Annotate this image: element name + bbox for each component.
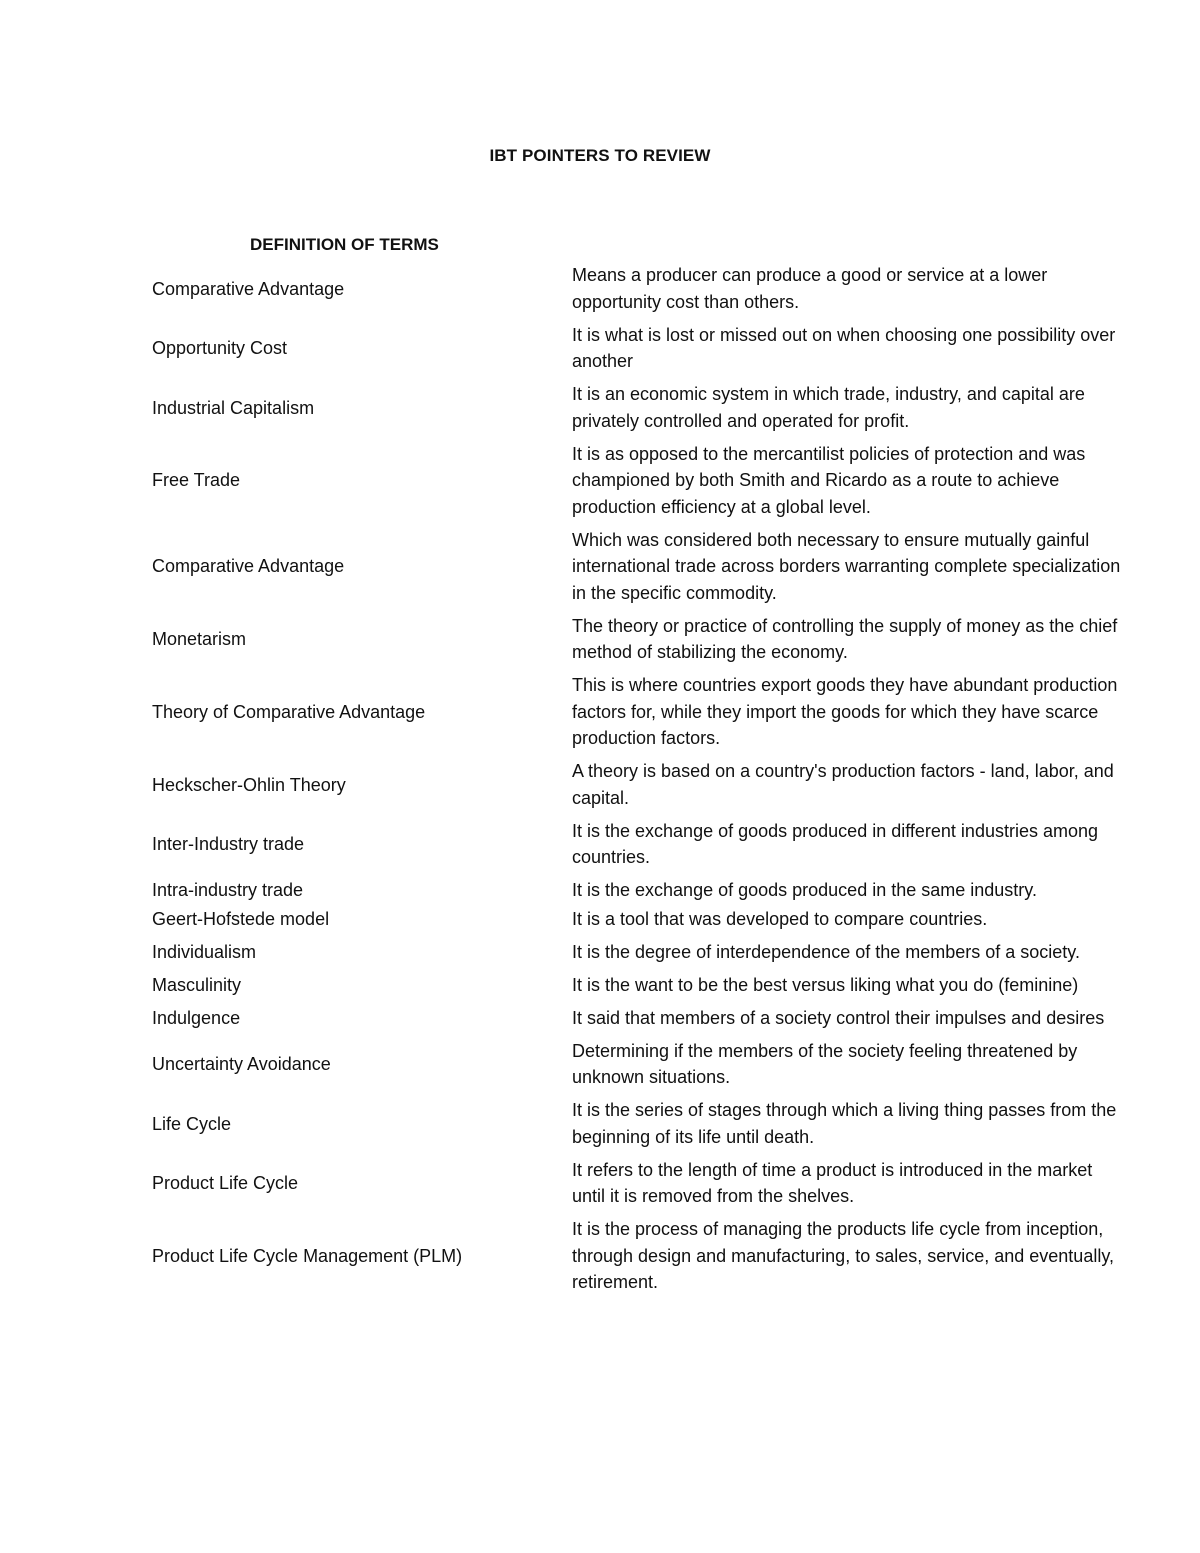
term-label: Inter-Industry trade: [152, 834, 305, 854]
term-label: Uncertainty Avoidance: [152, 1054, 331, 1074]
term-definition: It is the degree of interdependence of the members of a society.: [572, 941, 1080, 962]
term-row: [152, 818, 1142, 871]
term-row: [152, 441, 1142, 521]
term-row: [152, 381, 1142, 434]
term-label: Comparative Advantage: [152, 278, 345, 299]
term-row: [152, 1038, 1142, 1091]
term-label: Product Life Cycle: [152, 1173, 299, 1193]
term-definition: It is a tool that was developed to compare countries.: [572, 908, 988, 929]
term-label: Intra-industry trade: [152, 880, 304, 901]
term-definition: It is an economic system in which trade, industry, and capital are privately controlled and operated for profit.: [572, 384, 1085, 431]
term-label: Monetarism: [152, 629, 247, 649]
term-label: Heckscher-Ohlin Theory: [152, 774, 346, 795]
term-row: [152, 1157, 1142, 1210]
term-label: Industrial Capitalism: [152, 397, 315, 418]
term-row: [152, 1005, 1142, 1032]
term-row: [152, 877, 1142, 904]
term-label: Geert-Hofstede model: [152, 908, 330, 929]
term-label: Product Life Cycle Management (PLM): [152, 1245, 463, 1266]
section-heading: DEFINITION OF TERMS: [250, 235, 439, 254]
term-definition: It is the exchange of goods produced in the same industry.: [572, 880, 1037, 900]
term-definition: It is as opposed to the mercantilist policies of protection and was championed by both Smith and Ricardo as a route to achieve production efficiency at a global level.: [572, 443, 1086, 517]
term-definition: Determining if the members of the society feeling threatened by unknown situations.: [572, 1040, 1078, 1087]
term-label: Theory of Comparative Advantage: [152, 701, 426, 722]
term-row: [152, 322, 1142, 375]
term-definition: A theory is based on a country's production factors - land, labor, and capital.: [572, 761, 1114, 808]
term-definition: It is what is lost or missed out on when choosing one possibility over another: [572, 324, 1116, 371]
term-row: [152, 613, 1142, 666]
term-row: [152, 972, 1142, 999]
page-title: IBT POINTERS TO REVIEW: [489, 146, 711, 165]
term-row: [152, 672, 1142, 752]
term-definition: Means a producer can produce a good or service at a lower opportunity cost than others.: [572, 265, 1048, 312]
term-list: [152, 262, 1142, 1302]
term-label: Free Trade: [152, 470, 241, 491]
term-row: [152, 527, 1142, 607]
term-definition: It refers to the length of time a product is introduced in the market until it is removed from the shelves.: [572, 1159, 1093, 1206]
term-row: [152, 939, 1142, 966]
term-definition: The theory or practice of controlling the supply of money as the chief method of stabilizing the economy.: [572, 615, 1118, 662]
term-row: [152, 262, 1142, 315]
term-definition: It is the exchange of goods produced in different industries among countries.: [572, 820, 1099, 867]
term-label: Indulgence: [152, 1007, 241, 1028]
term-definition: Which was considered both necessary to ensure mutually gainful international trade across borders warranting complete specialization in the specific commodity.: [572, 529, 1121, 603]
term-label: Opportunity Cost: [152, 338, 288, 358]
term-row: [152, 1097, 1142, 1150]
term-row: [152, 1216, 1142, 1296]
term-row: [152, 758, 1142, 811]
term-definition: It said that members of a society control their impulses and desires: [572, 1007, 1105, 1028]
term-label: Individualism: [152, 941, 257, 962]
term-definition: It is the want to be the best versus liking what you do (feminine): [572, 974, 1079, 995]
term-label: Life Cycle: [152, 1113, 232, 1134]
term-label: Masculinity: [152, 974, 242, 995]
term-definition: This is where countries export goods they have abundant production factors for, while they import the goods for which they have scarce production factors.: [572, 675, 1118, 748]
term-definition: It is the series of stages through which a living thing passes from the beginning of its life until death.: [572, 1100, 1117, 1147]
term-label: Comparative Advantage: [152, 556, 345, 577]
term-row: [152, 906, 1142, 933]
term-definition: It is the process of managing the products life cycle from inception, through design and manufacturing, to sales, service, and eventually, retirement.: [572, 1219, 1114, 1292]
